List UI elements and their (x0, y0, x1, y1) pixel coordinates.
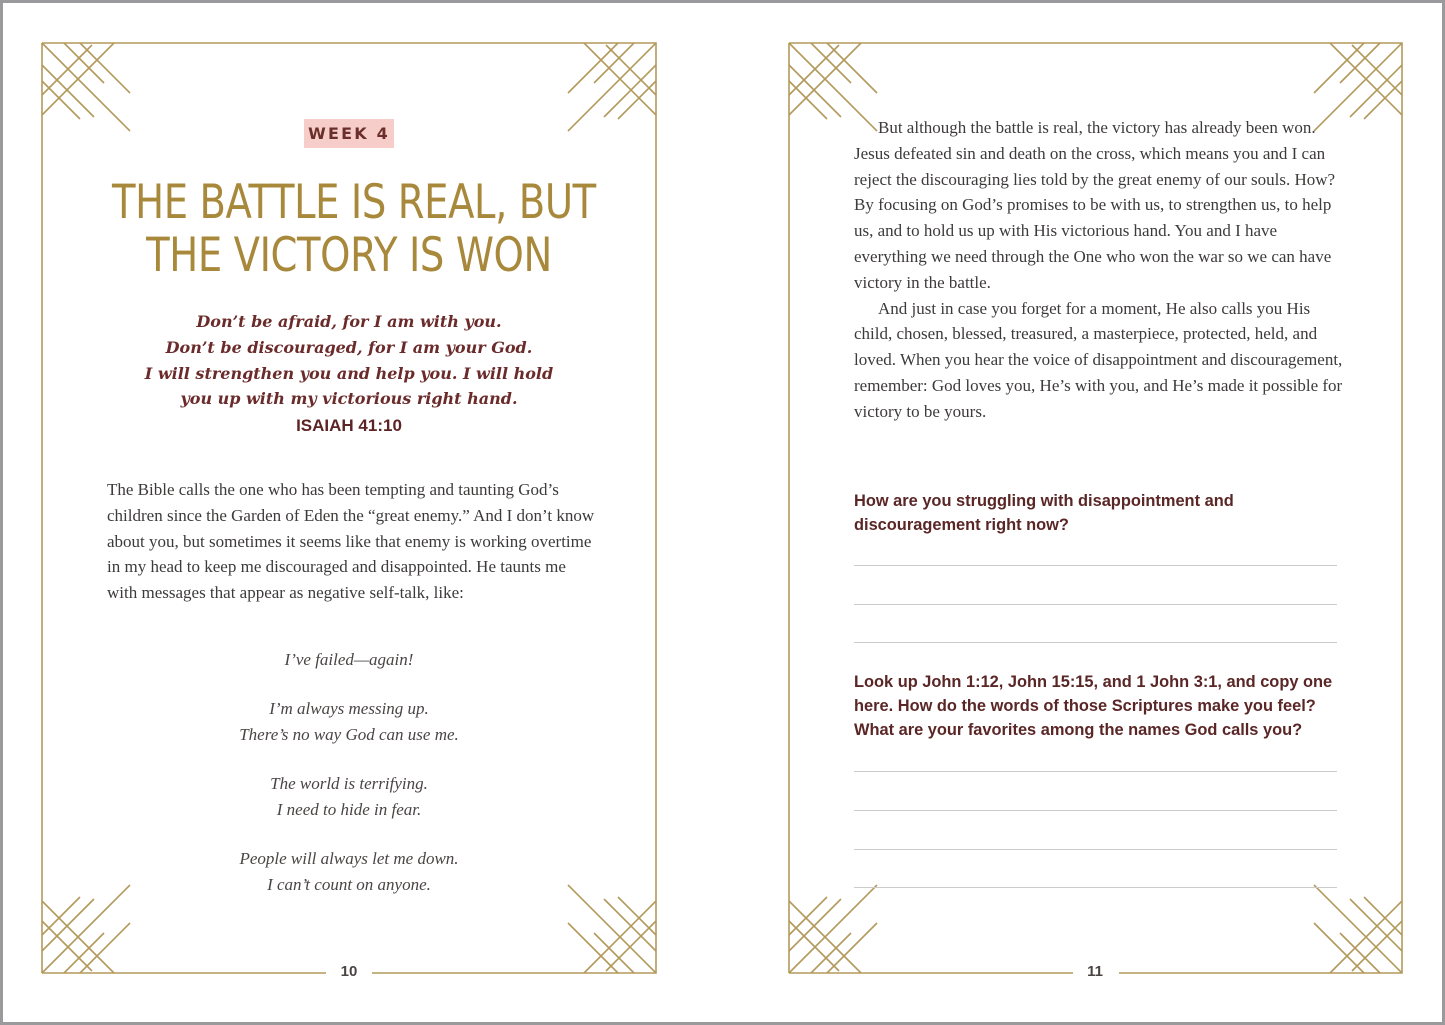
left-page (0, 0, 722, 1025)
page-number: 10 (327, 962, 371, 982)
quote-group (60, 846, 638, 898)
writing-line[interactable] (854, 849, 1337, 850)
chapter-title (112, 175, 596, 283)
journal-prompt-1: How are you struggling with disappointment and discouragement right now? (854, 492, 1234, 534)
writing-line[interactable] (854, 810, 1337, 811)
verse-line: I will strengthen you and help you. I will hold (144, 363, 554, 383)
quote-line: The world is terrifying. (270, 774, 428, 794)
chapter-title-line-2: THE VICTORY IS WON (146, 228, 552, 283)
writing-line[interactable] (854, 604, 1337, 605)
quote-line: There’s no way God can use me. (239, 725, 459, 745)
verse-line: Don’t be discouraged, for I am your God. (165, 337, 533, 357)
body-paragraph: The Bible calls the one who has been tempting and taunting God’s children since the Garden of Eden the “great enemy.” And I don’t know about you, but sometimes it seems like that enemy is working overtime in my head to keep me discouraged and disappointed. He taunts me with messages that appear as negative self-talk, like: (107, 480, 595, 603)
quote-line: I need to hide in fear. (276, 800, 422, 820)
quote-group (60, 696, 638, 748)
self-talk-quotes (60, 647, 638, 922)
writing-line[interactable] (854, 642, 1337, 643)
writing-line[interactable] (854, 565, 1337, 566)
journal-prompt-2: Look up John 1:12, John 15:15, and 1 John 3:1, and copy one here. How do the words of those Scriptures make you feel? What are your favorites among the names God calls you? (854, 673, 1333, 739)
quote-group (60, 771, 638, 823)
right-page (723, 0, 1445, 1025)
writing-line[interactable] (854, 887, 1337, 888)
quote-line: People will always let me down. (239, 849, 459, 869)
page-number: 11 (1073, 962, 1117, 982)
body-text-right (854, 115, 1344, 425)
verse-line: Don’t be afraid, for I am with you. (196, 312, 502, 331)
verse-line: you up with my victorious right hand. (180, 389, 518, 409)
quote-line: I can’t count on anyone. (267, 875, 431, 895)
chapter-title-line-1: THE BATTLE IS REAL, BUT (112, 175, 596, 230)
week-badge: WEEK 4 (304, 119, 394, 148)
verse-reference: ISAIAH 41:10 (296, 416, 402, 435)
quote-group (60, 647, 638, 673)
quote-line: I’ve failed—again! (284, 650, 414, 669)
body-paragraph: And just in case you forget for a moment, He also calls you His child, chosen, blessed, treasured, a masterpiece, protected, held, and loved. When you hear the voice of disappointment and discouragement, remember: God loves you, He’s with you, and He’s made it possible for victory to be yours. (854, 298, 1343, 421)
quote-line: I’m always messing up. (269, 699, 429, 719)
body-paragraph: But although the battle is real, the victory has already been won. Jesus defeated sin and death on the cross, which means you and I can reject the discouraging lies told by the great enemy of our souls. How? By focusing on God’s promises to be with us, to strengthen us, to help us, and to hold us up with His victorious hand. You and I have everything we need through the One who won the war so we can have victory in the battle. (854, 118, 1336, 292)
writing-line[interactable] (854, 771, 1337, 772)
scripture-verse (60, 309, 638, 412)
